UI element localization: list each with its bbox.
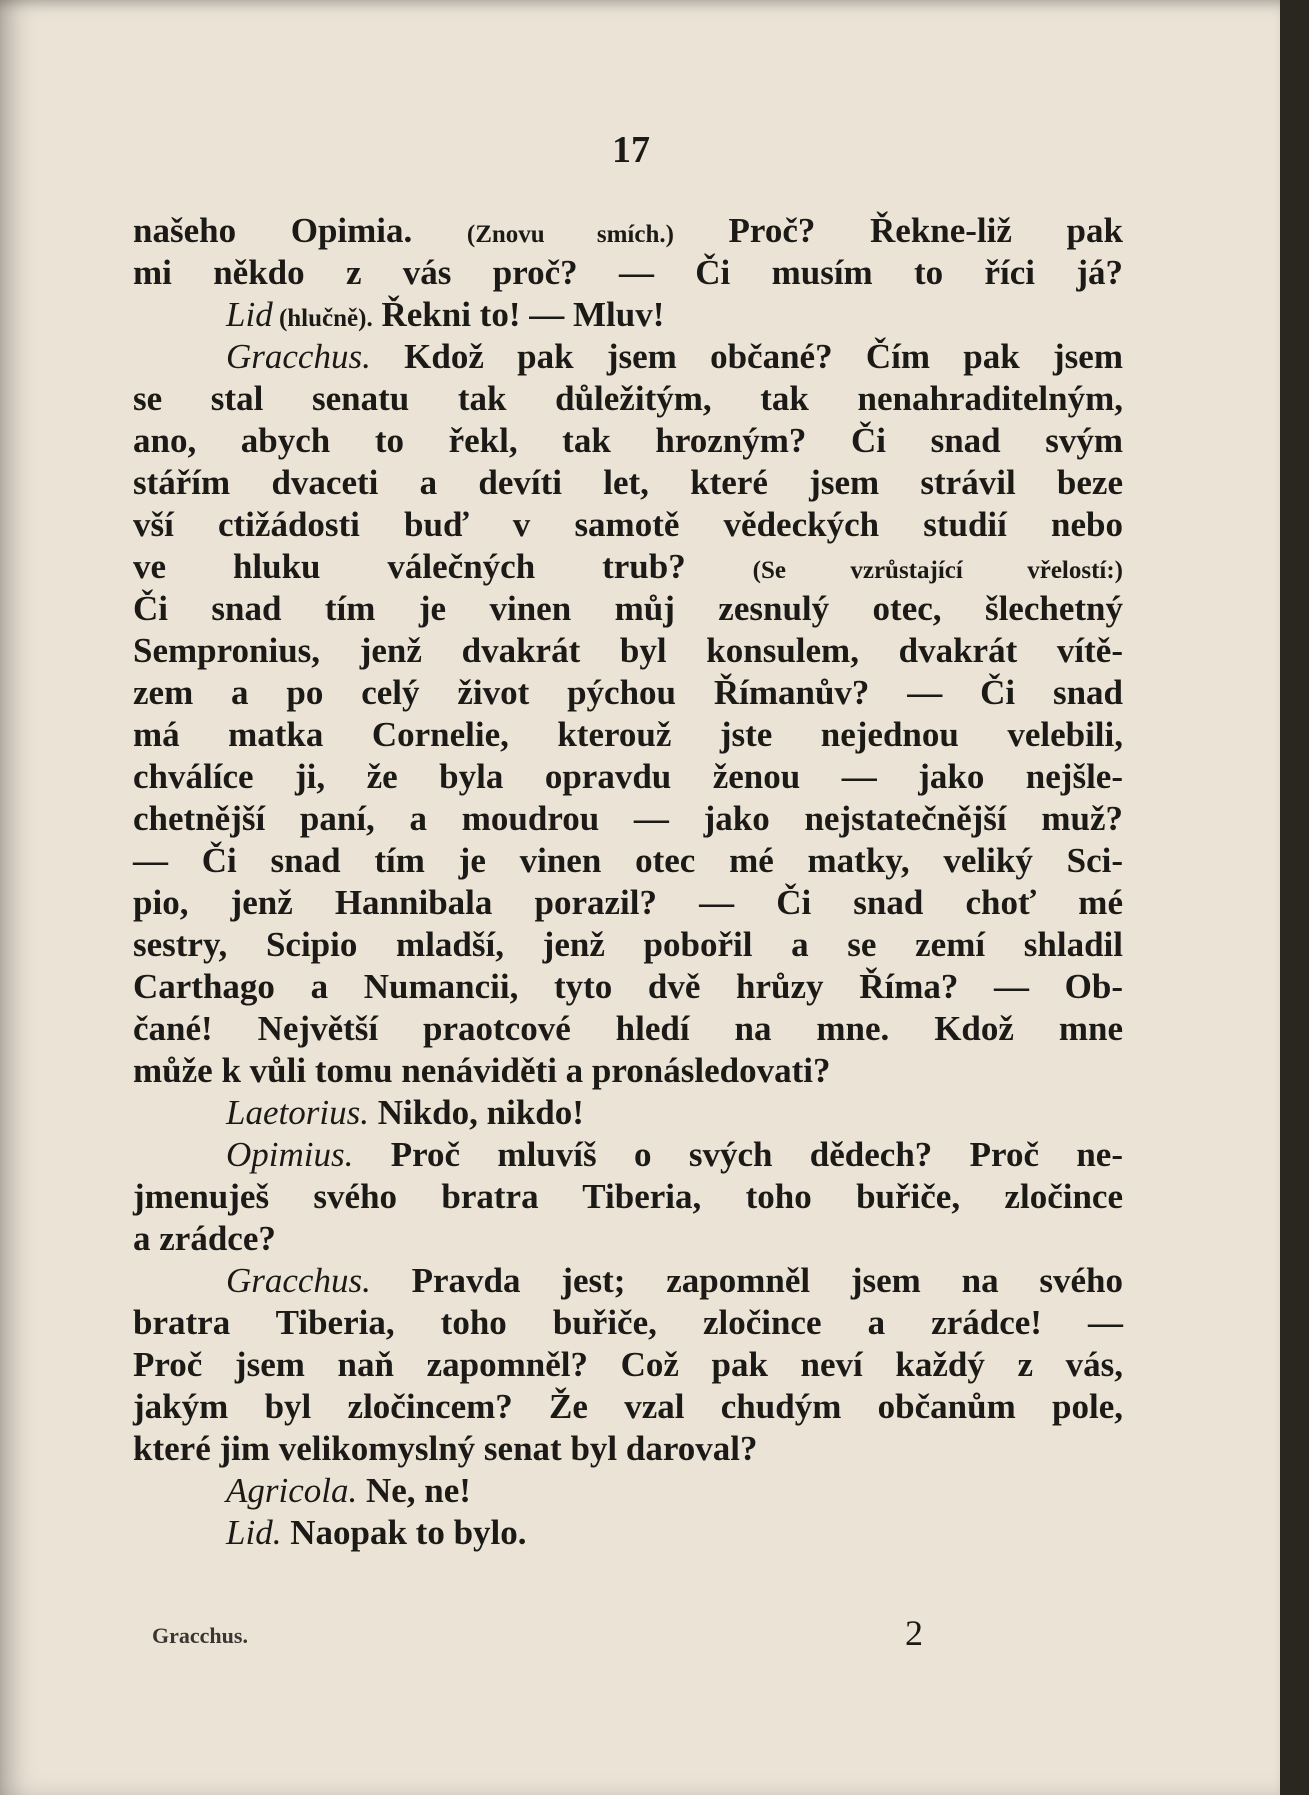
text-line (133, 504, 1123, 546)
line-text: může k vůli tomu nenáviděti a pronásledovati? (133, 1051, 831, 1090)
line-text: mi někdo z vás proč? — Či musím to říci já? (133, 253, 1123, 292)
text-line (133, 924, 1123, 966)
speaker-name: Agricola. (226, 1471, 358, 1510)
text-line (133, 966, 1123, 1008)
text-line (133, 462, 1123, 504)
text-line (133, 1428, 1123, 1470)
speaker-name: Opimius. (226, 1135, 354, 1174)
line-text: Či snad tím je vinen můj zesnulý otec, šlechetný (133, 589, 1123, 628)
text-line (133, 378, 1123, 420)
text-line (133, 336, 1123, 378)
text-line (133, 630, 1123, 672)
stage-direction: (hlučně). (272, 305, 373, 332)
line-text: zem a po celý život pýchou Římanův? — Či snad (133, 673, 1123, 712)
line-text: Kdož pak jsem občané? Čím pak jsem (370, 337, 1123, 376)
line-text: — Či snad tím je vinen otec mé matky, veliký Sci- (133, 841, 1123, 880)
stage-direction: (Se vzrůstající vřelostí:) (752, 557, 1124, 584)
text-line (133, 420, 1123, 462)
stage-direction: (Znovu smích.) (466, 221, 674, 248)
speaker-name: Laetorius. (226, 1093, 369, 1132)
text-line (133, 210, 1123, 252)
text-line (133, 252, 1123, 294)
play-text (133, 210, 1123, 1554)
line-text: se stal senatu tak důležitým, tak nenahraditelným, (133, 379, 1123, 418)
page-number: 17 (612, 129, 650, 171)
line-text: sestry, Scipio mladší, jenž pobořil a se zemí shladil (133, 925, 1123, 964)
text-line (133, 840, 1123, 882)
line-text: Proč mluvíš o svých dědech? Proč ne- (353, 1135, 1123, 1174)
line-text: Nikdo, nikdo! (368, 1093, 584, 1132)
line-text: a zrádce? (133, 1219, 276, 1258)
line-text: našeho Opimia. (133, 211, 467, 250)
text-line (133, 546, 1123, 588)
line-text: Pravda jest; zapomněl jsem na svého (370, 1261, 1123, 1300)
text-line (133, 1302, 1123, 1344)
line-text: jmenuješ svého bratra Tiberia, toho buřiče, zločince (133, 1177, 1123, 1216)
line-text: Carthago a Numancii, tyto dvě hrůzy Říma? — Ob- (133, 967, 1123, 1006)
text-line (133, 588, 1123, 630)
line-text: Proč? Řekne-liž pak (673, 211, 1123, 250)
line-text: chválíce ji, že byla opravdu ženou — jako nejšle- (133, 757, 1123, 796)
text-line (133, 294, 1123, 336)
line-text: stářím dvaceti a devíti let, které jsem strávil beze (133, 463, 1123, 502)
text-line (133, 1260, 1123, 1302)
text-line (133, 1512, 1123, 1554)
line-text: jakým byl zločincem? Že vzal chudým občanům pole, (133, 1387, 1123, 1426)
speaker-name: Lid (226, 295, 273, 334)
line-text: čané! Největší praotcové hledí na mne. Kdož mne (133, 1009, 1123, 1048)
footer-signature: Gracchus. (152, 1623, 248, 1648)
text-line (133, 714, 1123, 756)
text-line (133, 1176, 1123, 1218)
line-text: Ne, ne! (357, 1471, 471, 1510)
text-line (133, 1470, 1123, 1512)
line-text: Proč jsem naň zapomněl? Což pak neví každý z vás, (133, 1345, 1123, 1384)
line-text: ano, abych to řekl, tak hrozným? Či snad svým (133, 421, 1123, 460)
speaker-name: Gracchus. (226, 1261, 371, 1300)
text-line (133, 1386, 1123, 1428)
text-line (133, 1050, 1123, 1092)
text-line (133, 1218, 1123, 1260)
text-line (133, 672, 1123, 714)
line-text: bratra Tiberia, toho buřiče, zločince a zrádce! — (133, 1303, 1123, 1342)
text-line (133, 1344, 1123, 1386)
text-line (133, 798, 1123, 840)
line-text: má matka Cornelie, kterouž jste nejednou velebili, (133, 715, 1123, 754)
line-text: které jim velikomyslný senat byl daroval? (133, 1429, 758, 1468)
line-text: vší ctižádosti buď v samotě vědeckých studií nebo (133, 505, 1123, 544)
line-text: chetnější paní, a moudrou — jako nejstatečnější muž? (133, 799, 1123, 838)
footer-sheet-number: 2 (905, 1613, 923, 1653)
text-line (133, 1134, 1123, 1176)
text-line (133, 882, 1123, 924)
speaker-name: Lid. (226, 1513, 282, 1552)
line-text: Naopak to bylo. (281, 1513, 527, 1552)
text-line (133, 1008, 1123, 1050)
line-text: Řekni to! — Mluv! (372, 295, 665, 334)
line-text: pio, jenž Hannibala porazil? — Či snad choť mé (133, 883, 1123, 922)
text-line (133, 756, 1123, 798)
speaker-name: Gracchus. (226, 337, 371, 376)
text-line (133, 1092, 1123, 1134)
line-text: ve hluku válečných trub? (133, 547, 753, 586)
line-text: Sempronius, jenž dvakrát byl konsulem, dvakrát vítě- (133, 631, 1123, 670)
